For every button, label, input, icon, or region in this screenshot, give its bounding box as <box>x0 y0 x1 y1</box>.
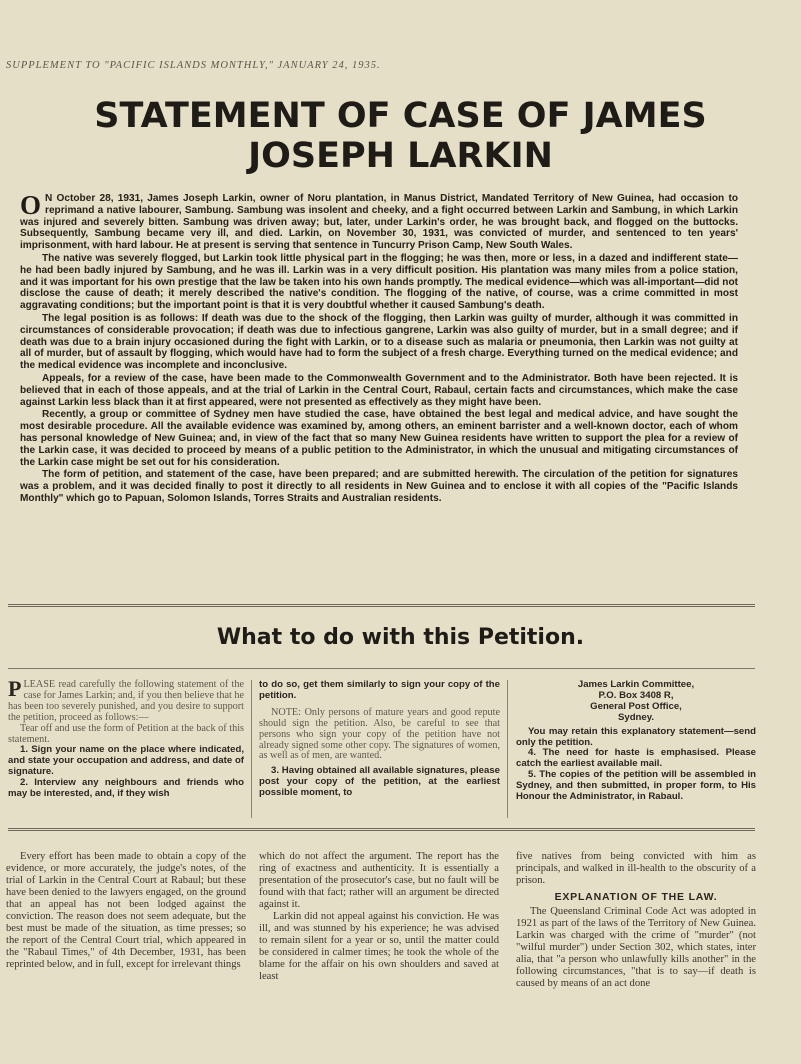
title-line-1: STATEMENT OF CASE OF JAMES <box>94 96 707 136</box>
petition-col2-p3: 3. Having obtained all available signatures, please post your copy of the petition, at the earliest possible moment, to <box>259 765 500 799</box>
committee-office: General Post Office, <box>590 700 682 712</box>
lower-col3-p1: five natives from being convicted with him as principals, and walked in ill-health to the obscurity of a prison. <box>516 851 756 886</box>
committee-city: Sydney. <box>617 711 655 723</box>
petition-col2-note: NOTE: Only persons of mature years and good repute should sign the petition. Also, be careful to see that persons who sign your copy of the petition have not already signed some other copy. The signatures of women, as well as of men, are wanted. <box>259 706 500 762</box>
intro-paragraph-2: The native was severely flogged, but Larkin took little physical part in the flogging; he was then, more or less, in a dazed and indifferent state—he had been badly injured by Sambung, and he was ill. Larkin was in a very difficult position. His plantation was many miles from a police station, and it was important for his own prestige that the law be taken into his own hands promptly. The medical evidence—which was all-important—did not disclose the cause of death; it merely described the native's condition. The flogging of the native, of course, was a crime committed in most aggravating conditions; but the important point is that it is very doubtful whether it caused Sambung's death. <box>20 252 738 312</box>
intro-paragraph-6: The form of petition, and statement of the case, have been prepared; and are submitted herewith. The circulation of the petition for signatures was a problem, and it was decided finally to post it directly to all residents in New Guinea and to enclose it with all copies of the "Pacific Islands Monthly" which go to Papuan, Solomon Islands, Torres Straits and Australian residents. <box>20 469 738 504</box>
column-divider <box>251 680 252 818</box>
petition-col1-p1-text: LEASE read carefully the following statement of the case for James Larkin; and, if you then believe that he has been too severely punished, and you desire to support the petition, proceed as follows:— <box>8 679 244 723</box>
intro-paragraph-4: Appeals, for a review of the case, have been made to the Commonwealth Government and to the Administrator. Both have been rejected. It is believed that in each of those appeals, and at the trial of Larkin in the Central Court, Rabaul, certain facts and circumstances, which make the case against Larkin less black than it at first appeared, were not presented as effectively as they might have been. <box>20 372 738 408</box>
intro-paragraph-5: Recently, a group or committee of Sydney men have studied the case, have obtained the best legal and medical advice, and have sought the most desirable procedure. All the available evidence was examined by, among others, an eminent barrister and a well-known doctor, each of whom has personal knowledge of New Guinea; and, in view of the fact that so many New Guinea residents have written to support the plea for a review of the Larkin case, it was decided to proceed by means of a public petition to the Administrator, in which the unusual and mitigating circumstances of the Larkin case might be set out for his consideration. <box>20 409 738 468</box>
petition-col3-p2: 4. The need for haste is emphasised. Please catch the earliest available mail. <box>516 747 756 770</box>
intro-paragraph-1-text: N October 28, 1931, James Joseph Larkin, owner of Noru plantation, in Manus District, Mandated Territory of New Guinea, had occasion to reprimand a native labourer, Sambung. Sambung was insolent and cheeky, and a fight occurred between Larkin and Sambung, in which Larkin was injured and severely bitten. Sambung was driven away; but, later, under Larkin's order, he was brought back, and flogged on the buttocks. Subsequently, Sambung became very ill, and died. Larkin, on November 30, 1931, was convicted of murder, and sentenced to ten years' imprisonment, with hard labour. He at present is serving that sentence in Tuncurry Prison Camp, New South Wales. <box>20 193 738 252</box>
petition-col3-p3: 5. The copies of the petition will be assembled in Sydney, and then submitted, in proper form, to His Honour the Administrator, in Rabaul. <box>516 769 756 803</box>
lower-column-3 <box>516 851 756 990</box>
petition-col2-p1: to do so, get them similarly to sign your copy of the petition. <box>259 679 500 701</box>
petition-col1-p4: 2. Interview any neighbours and friends who may be interested, and, if they wish <box>8 777 244 800</box>
supplement-header: SUPPLEMENT TO "PACIFIC ISLANDS MONTHLY," JANUARY 24, 1935. <box>6 60 381 71</box>
page-title <box>0 96 801 176</box>
section-divider <box>8 604 755 607</box>
petition-dropcap: P <box>8 676 22 701</box>
intro-dropcap: O <box>20 190 42 220</box>
petition-bottom-rule <box>8 828 755 831</box>
petition-heading: What to do with this Petition. <box>216 625 585 650</box>
petition-top-rule <box>8 668 755 669</box>
committee-name: James Larkin Committee, <box>577 679 695 690</box>
intro-paragraph-1 <box>20 190 738 252</box>
petition-col3-p1: You may retain this explanatory statement—send only the petition. <box>516 725 756 748</box>
committee-box: P.O. Box 3408 R, <box>598 689 674 701</box>
lower-column-2 <box>259 851 499 983</box>
lower-col2-p2: Larkin did not appeal against his conviction. He was ill, and was stunned by his experience; he was advised to remain silent for a year or so, until the matter could be considered in calmer times; he took the whole of the blame for the affair on his own shoulders and saved at least <box>259 911 499 982</box>
petition-column-2 <box>259 680 500 799</box>
lower-column-1 <box>6 851 246 971</box>
title-line-2: JOSEPH LARKIN <box>248 136 553 176</box>
petition-column-1 <box>8 676 244 800</box>
intro-statement <box>20 190 738 506</box>
column-divider <box>507 680 508 818</box>
lower-col1-text: Every effort has been made to obtain a copy of the evidence, or more accurately, the judge's notes, of the trial of Larkin in the Central Court at Rabaul; but these have been denied to the lawyers engaged, on the ground that an appeal has not been lodged against the conviction. The reason does not seem adequate, but the best must be made of the situation, as time presses; so the report of the Central Court trial, which appeared in the "Rabaul Times," of 4th December, 1931, has been reprinted below, and in full, except for irrelevant things <box>6 851 246 970</box>
intro-paragraph-3: The legal position is as follows: If death was due to the shock of the flogging, then Larkin was guilty of murder, although it was committed in circumstances of considerable provocation; if death was due to infectious gangrene, Larkin was also guilty of murder, but in a small degree; and if death was due to a brain injury occasioned during the fight with Larkin, or to a disease such as malaria or pneumonia, then Larkin was not guilty at all of murder, but of assault by flogging, which would have had to form the subject of a fresh charge. Everything turned on the medical evidence; and the medical evidence was incomplete and inconclusive. <box>20 312 738 372</box>
petition-col1-p1 <box>8 676 244 724</box>
lower-col3-p2: The Queensland Criminal Code Act was adopted in 1921 as part of the laws of the Territory of New Guinea. Larkin was charged with the crime of "murder" (not "wilful murder") under Section 302, which states, inter alia, that "a person who unlawfully kills another" in the following circumstances, "that is to say—if death is caused by means of an act done <box>516 906 756 989</box>
petition-column-3 <box>516 680 756 803</box>
petition-col1-p2: Tear off and use the form of Petition at the back of this statement. <box>8 722 244 745</box>
explanation-heading: EXPLANATION OF THE LAW. <box>554 891 718 903</box>
lower-col2-p1: which do not affect the argument. The report has the ring of exactness and authenticity. It is essentially a presentation of the prosecutor's case, but no fault will be found with that fact; rather will an argument be directed against it. <box>259 851 499 910</box>
petition-col1-p3: 1. Sign your name on the place where indicated, and state your occupation and address, and date of signature. <box>8 744 244 778</box>
